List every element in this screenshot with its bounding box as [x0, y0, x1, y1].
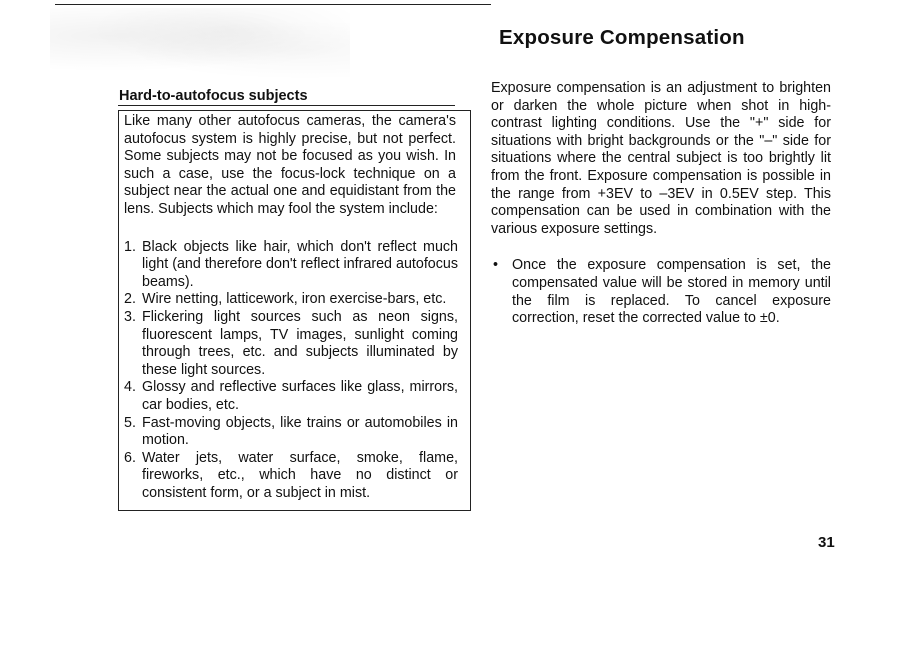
list-item-number: 6.	[124, 449, 136, 466]
page-number: 31	[818, 534, 835, 551]
list-item-text: Flickering light sources such as neon signs, fluorescent lamps, TV images, sunlight coming through trees, etc. and subjects illuminated by these light sources.	[142, 308, 458, 378]
page-title: Exposure Compensation	[499, 26, 745, 49]
list-item-text: Fast-moving objects, like trains or automobiles in motion.	[142, 414, 458, 449]
list-item	[124, 239, 458, 292]
left-column	[118, 87, 468, 511]
list-item	[124, 415, 458, 450]
list-item	[124, 450, 458, 503]
section-heading: Hard-to-autofocus subjects	[118, 87, 455, 106]
list-item	[124, 291, 458, 309]
list-item-text: Water jets, water surface, smoke, flame, fireworks, etc., which have no distinct or consistent form, or a subject in mist.	[142, 449, 458, 501]
list-item-number: 5.	[124, 414, 136, 431]
list-item-text: Black objects like hair, which don't reflect much light (and therefore don't reflect infrared autofocus beams).	[142, 238, 458, 290]
info-box	[118, 110, 471, 511]
bullet-icon: •	[493, 257, 499, 274]
subject-list	[124, 239, 458, 503]
list-item	[124, 309, 458, 379]
list-item-number: 3.	[124, 308, 136, 325]
list-item-text: Glossy and reflective surfaces like glass, mirrors, car bodies, etc.	[142, 379, 458, 413]
list-item-number: 4.	[124, 379, 136, 396]
body-paragraph: Exposure compensation is an adjustment to brighten or darken the whole picture when shot in high-contrast lighting conditions. Use the "+" side for situations with bright backgrounds or the "–" side for situations where the central subject is too brightly lit from the front. Exposure compensation is possible in the range from +3EV to –3EV in 0.5EV step. This compensation can be used in combination with the various exposure settings.	[491, 80, 831, 237]
list-item	[124, 379, 458, 414]
intro-paragraph: Like many other autofocus cameras, the camera's autofocus system is highly precise, but not perfect. Some subjects may not be focused as you wish. In such a case, use the focus-lock technique on a subject near the actual one and equidistant from the lens. Subjects which may fool the system include:	[124, 113, 456, 217]
bullet-text: Once the exposure compensation is set, the compensated value will be stored in memory until the film is replaced. To cancel exposure correction, reset the corrected value to ±0.	[512, 257, 831, 327]
top-rule	[55, 4, 491, 5]
list-item-number: 1.	[124, 238, 136, 255]
list-item-text: Wire netting, latticework, iron exercise-bars, etc.	[142, 291, 447, 308]
right-column	[491, 80, 831, 328]
bullet-item	[491, 257, 831, 327]
scan-artifact	[50, 8, 350, 78]
list-item-number: 2.	[124, 291, 136, 308]
